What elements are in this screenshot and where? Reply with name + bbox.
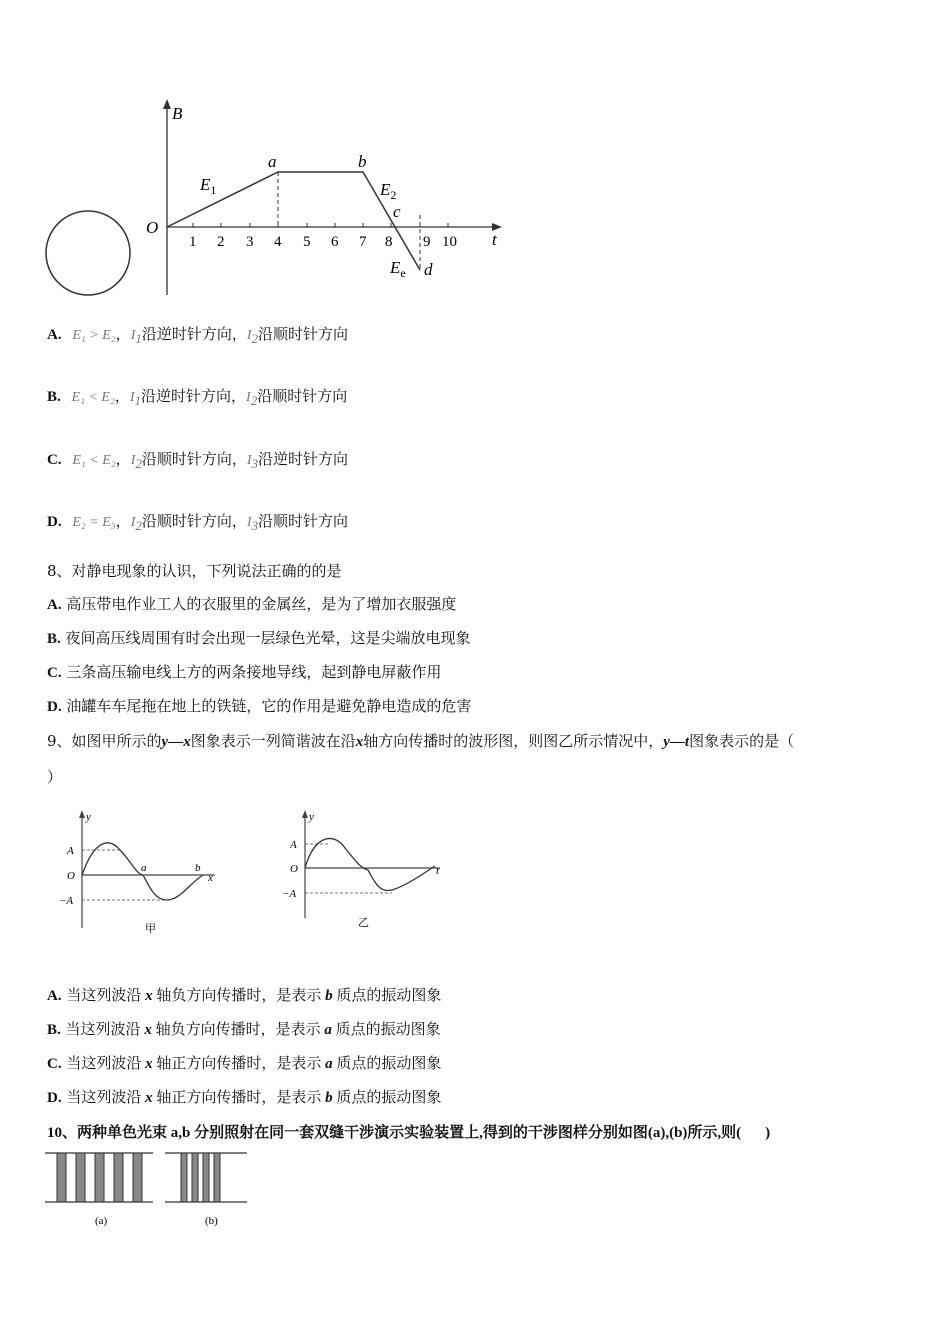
- jia-caption: 甲: [145, 923, 156, 935]
- jia-label-o: O: [67, 870, 75, 882]
- jia-label-point-a: a: [141, 862, 147, 874]
- yi-label-neg-a: −A: [282, 888, 297, 900]
- q8-option-a[interactable]: A. 高压带电作业工人的衣服里的金属丝，是为了增加衣服强度: [47, 595, 457, 613]
- label-ee: $E_e$: [390, 258, 406, 280]
- q8-option-c[interactable]: C. 三条高压输电线上方的两条接地导线，起到静电屏蔽作用: [47, 663, 442, 681]
- q7-option-b[interactable]: B. E₁ < E₂，$I_1$沿逆时针方向，$I_2$沿顺时针方向: [47, 387, 348, 408]
- jia-label-point-b: b: [195, 862, 201, 874]
- jia-label-neg-a: −A: [59, 895, 74, 907]
- yi-label-t: t: [436, 865, 440, 877]
- tick-label: 3: [246, 234, 254, 250]
- q8-option-d[interactable]: D. 油罐车车尾拖在地上的铁链，它的作用是避免静电造成的危害: [47, 697, 472, 715]
- q9-option-b[interactable]: B. 当这列波沿 x 轴负方向传播时，是表示 a 质点的振动图象: [47, 1020, 441, 1038]
- tick-label: 4: [274, 234, 282, 250]
- yi-label-o: O: [290, 863, 298, 875]
- tick-label: 6: [331, 234, 339, 250]
- q9-option-c[interactable]: C. 当这列波沿 x 轴正方向传播时，是表示 a 质点的振动图象: [47, 1054, 442, 1072]
- tick-label: 7: [359, 234, 367, 250]
- q9-stem-close: ）: [47, 768, 63, 786]
- yi-y-arrow: [302, 810, 308, 818]
- figure-yi: [280, 808, 455, 938]
- yi-wave: [305, 838, 435, 890]
- yi-label-a-amp: A: [290, 839, 297, 851]
- jia-label-y: y: [86, 811, 91, 823]
- jia-label-a-amp: A: [67, 845, 74, 857]
- label-origin: O: [146, 218, 159, 237]
- q7-option-c[interactable]: C. E₁ < E₂，$I_2$沿顺时针方向，$I_3$沿逆时针方向: [47, 450, 349, 471]
- coil-circle: [46, 211, 130, 295]
- q7-option-a[interactable]: A. E₁ > E₂，$I_1$沿逆时针方向，$I_2$沿顺时针方向: [47, 325, 349, 346]
- tick-label: 1: [189, 234, 197, 250]
- q9-stem: 9、如图甲所示的y—x图象表示一列简谐波在沿x轴方向传播时的波形图，则图乙所示情况中，y—t图象表示的是（: [47, 732, 795, 750]
- figure-b-t-graph: [40, 95, 520, 305]
- fringe-b-caption: (b): [205, 1215, 218, 1227]
- q10-stem: 10、两种单色光束 a,b 分别照射在同一套双缝干涉演示实验装置上,得到的干涉图样分别如图(a),(b)所示,则( ): [47, 1125, 771, 1141]
- q7-option-d[interactable]: D. E₂ = E₃，$I_2$沿顺时针方向，$I_3$沿顺时针方向: [47, 512, 349, 533]
- label-b-axis: B: [172, 104, 183, 123]
- label-point-b: b: [358, 152, 367, 171]
- figure-jia: [55, 808, 230, 938]
- tick-label: 9: [423, 234, 431, 250]
- tick-labels: [189, 234, 457, 250]
- label-e1: $E_1$: [200, 175, 217, 197]
- jia-label-x: x: [208, 872, 213, 884]
- tick-label: 8: [385, 234, 393, 250]
- fringe-a-bars: [57, 1153, 142, 1202]
- tick-label: 2: [217, 234, 225, 250]
- q9-option-a[interactable]: A. 当这列波沿 x 轴负方向传播时，是表示 b 质点的振动图象: [47, 986, 442, 1004]
- yi-label-y: y: [309, 811, 314, 823]
- label-point-a: a: [268, 152, 277, 171]
- fringe-b-bars: [181, 1153, 220, 1202]
- q8-stem: 8、对静电现象的认识，下列说法正确的的是: [47, 562, 342, 580]
- label-t-axis: t: [492, 230, 497, 249]
- tick-label: 10: [442, 234, 457, 250]
- q8-option-b[interactable]: B. 夜间高压线周围有时会出现一层绿色光晕，这是尖端放电现象: [47, 629, 471, 647]
- jia-y-arrow: [79, 810, 85, 818]
- fringe-pattern-b: [165, 1152, 255, 1232]
- tick-label: 5: [303, 234, 311, 250]
- yi-caption: 乙: [358, 917, 369, 929]
- label-point-d: d: [424, 260, 433, 279]
- y-axis-arrow: [163, 99, 171, 109]
- fringe-a-caption: (a): [95, 1215, 108, 1227]
- fringe-pattern-a: [45, 1152, 155, 1232]
- q9-option-d[interactable]: D. 当这列波沿 x 轴正方向传播时，是表示 b 质点的振动图象: [47, 1088, 442, 1106]
- label-point-c: c: [393, 202, 401, 221]
- label-e2: $E_2$: [380, 180, 397, 202]
